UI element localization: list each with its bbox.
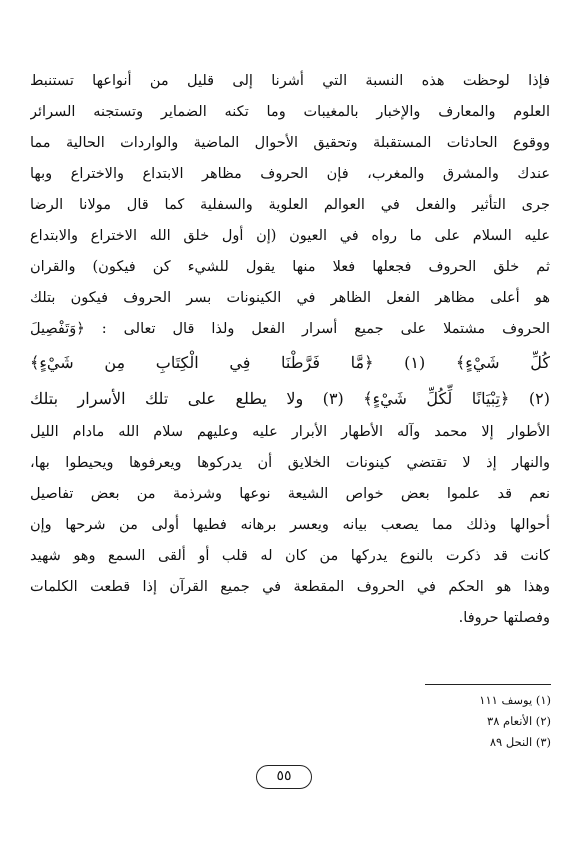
text-line: كانت قد ذكرت بالنوع يدركها من كان له قلب أو ألقى السمع وهو شهيد (30, 548, 550, 564)
text-line: أحوالها وذلك مما يصعب بيانه ويعسر برهانه فطيها أولى من شرحها وإن (30, 517, 550, 533)
text-line: وفصلتها حروفا. (458, 610, 550, 626)
quran-verse-line: (٢) ﴿تِبْيَانًا لِّكُلِّ شَيْءٍ﴾ (٣) ولا يطلع على تلك الأسرار بتلك (30, 389, 550, 408)
text-line: الحروف مشتملا على جميع أسرار الفعل ولذا قال تعالى : ﴿وَتَفْصِيلَ (30, 321, 550, 337)
text-line: عليه السلام على ما رواه في العيون (إن أول خلق الله الاختراع والابتداع (30, 228, 550, 244)
footnotes (251, 690, 551, 753)
text-line: نعم قد علموا بعض خواص الشيعة نوعها وشرذمة من بعض تفاصيل (30, 486, 550, 502)
footnote: (٢) الأنعام ٣٨ (487, 714, 551, 728)
footnote: (٣) النحل ٨٩ (489, 735, 551, 749)
text-line: والنهار إذ لا تقتضي كينونات الخلايق أن يدركوها ويعرفوها ويحيطوا بها، (30, 455, 550, 471)
quran-verse-line: كُلِّ شَيْءٍ﴾ (١) ﴿مَّا فَرَّطْنَا فِي الْكِتَابِ مِن شَيْءٍ﴾ (30, 353, 550, 372)
main-text (30, 66, 550, 634)
page-number: ٥٥ (256, 765, 312, 789)
text-line: ثم خلق الحروف فجعلها فعلا منها يقول للشيء كن فيكون) والقران (30, 259, 550, 275)
text-line: هو أعلى مظاهر الفعل الظاهر في الكينونات بسر الحروف فيكون بتلك (30, 290, 550, 306)
text-line: ووقوع الحادثات المستقبلة وتحقيق الأحوال الماضية والواردات الحالية مما (30, 135, 550, 151)
text-line: فإذا لوحظت هذه النسبة التي أشرنا إلى قليل من أنواعها تستنبط (30, 73, 550, 89)
footnote-divider (425, 684, 551, 685)
text-line: وهذا هو الحكم في الحروف المقطعة في جميع القرآن إذا قطعت الكلمات (30, 579, 550, 595)
text-line: الأطوار إلا محمد وآله الأطهار الأبرار عليه وعليهم سلام الله مادام الليل (30, 424, 550, 440)
text-line: جرى التأثير والفعل في العوالم العلوية والسفلية كما قال مولانا الرضا (30, 197, 550, 213)
footnote: (١) يوسف ١١١ (479, 693, 551, 707)
text-line: العلوم والمعارف والإخبار بالمغيبات وما تكنه الضماير وتستجنه السرائر (30, 104, 550, 120)
text-line: عندك والمشرق والمغرب، فإن الحروف مظاهر الابتداع والاختراع وبها (30, 166, 550, 182)
